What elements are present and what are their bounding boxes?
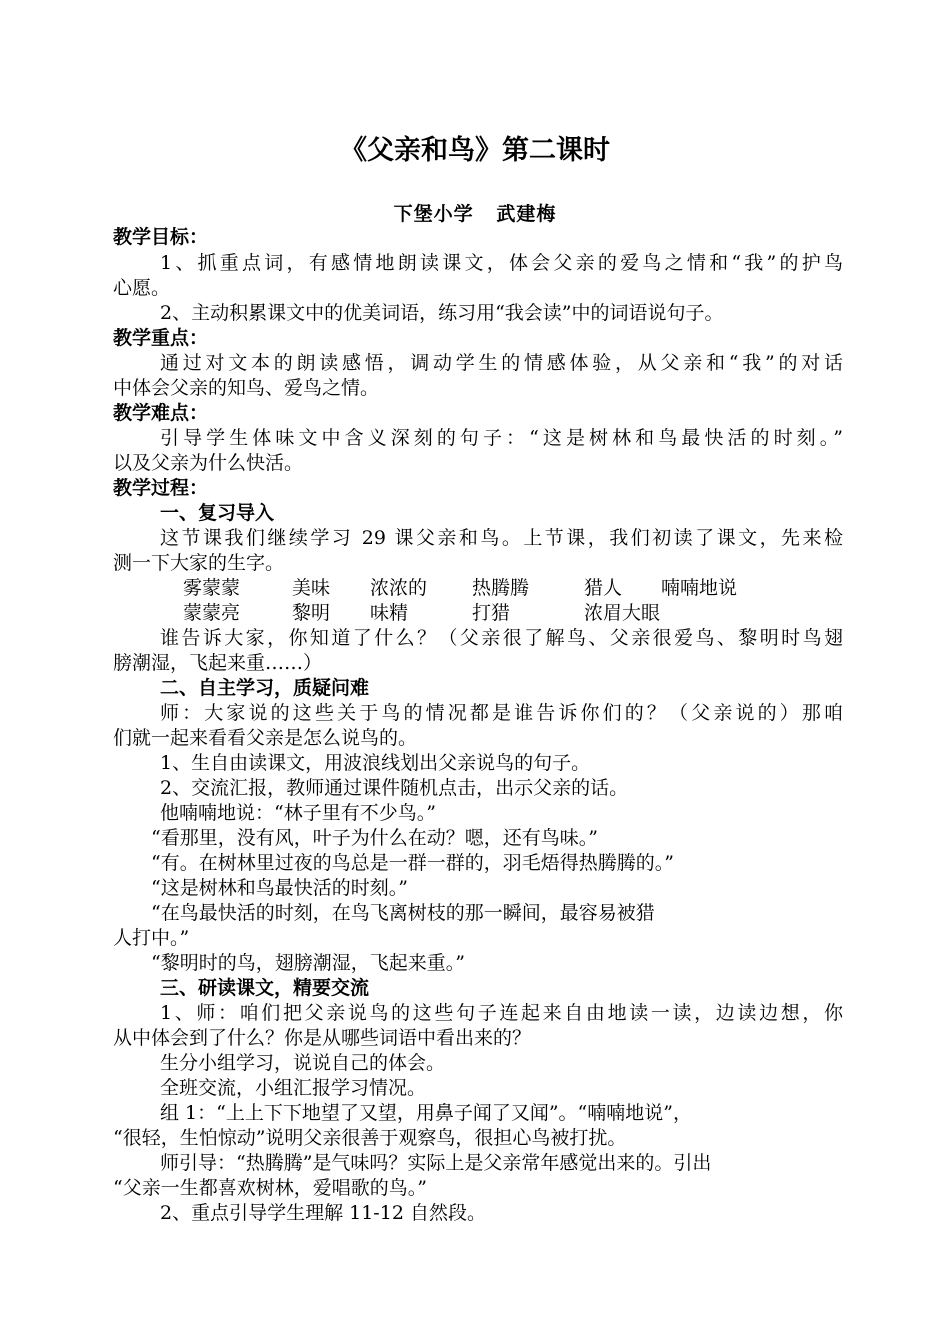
section-3-p4-line-2: “很轻，生怕惊动”说明父亲很善于观察鸟，很担心鸟被打扰。 bbox=[113, 1127, 627, 1149]
section-3-heading: 三、研读课文，精要交流 bbox=[160, 977, 370, 999]
section-1-p1-line-2: 测一下大家的生字。 bbox=[113, 552, 285, 574]
objectives-heading: 教学目标： bbox=[113, 226, 209, 248]
difficulties-heading: 教学难点： bbox=[113, 402, 209, 424]
word-item: 热腾腾 bbox=[472, 577, 530, 599]
section-1-p2-line-1: 谁告诉大家，你知道了什么？（父亲很了解鸟、父亲很爱鸟、黎明时鸟翅 bbox=[160, 627, 843, 649]
father-quote-5-line-1: “在鸟最快活的时刻，在鸟飞离树枝的那一瞬间，最容易被猎 bbox=[151, 902, 655, 924]
section-3-p5-line-2: “父亲一生都喜欢树林，爱唱歌的鸟。” bbox=[113, 1177, 427, 1199]
section-3-p1-line-1: 1、师：咱们把父亲说鸟的这些句子连起来自由地读一读，边读边想，你 bbox=[160, 1002, 843, 1024]
section-1-p1-line-1: 这节课我们继续学习 29 课父亲和鸟。上节课，我们初读了课文，先来检 bbox=[160, 527, 843, 549]
father-quote-5-line-2: 人打中。” bbox=[113, 927, 190, 949]
document-title: 《父亲和鸟》第二课时 bbox=[340, 135, 610, 166]
objective-1-line-2: 心愿。 bbox=[113, 277, 171, 299]
father-quote-2: “看那里，没有风，叶子为什么在动？嗯，还有鸟味。” bbox=[151, 827, 598, 849]
word-item: 蒙蒙亮 bbox=[183, 602, 241, 624]
difficulties-line-1: 引导学生体味文中含义深刻的句子：“这是树林和鸟最快活的时刻。” bbox=[160, 427, 843, 449]
objective-2: 2、主动积累课文中的优美词语，练习用“我会读”中的词语说句子。 bbox=[160, 302, 724, 324]
section-3-p3: 全班交流，小组汇报学习情况。 bbox=[160, 1077, 427, 1099]
author-line: 下堡小学 武建梅 bbox=[393, 203, 557, 225]
father-quote-1: 他喃喃地说：“林子里有不少鸟。” bbox=[160, 802, 436, 824]
word-item: 雾蒙蒙 bbox=[183, 577, 241, 599]
section-3-p5-line-1: 师引导：“热腾腾”是气味吗？实际上是父亲常年感觉出来的。引出 bbox=[160, 1152, 712, 1174]
section-2-heading: 二、自主学习，质疑问难 bbox=[160, 677, 370, 699]
section-2-step-1: 1、生自由读课文，用波浪线划出父亲说鸟的句子。 bbox=[160, 752, 591, 774]
word-item: 喃喃地说 bbox=[661, 577, 738, 599]
difficulties-line-2: 以及父亲为什么快活。 bbox=[113, 452, 304, 474]
section-3-p2: 生分小组学习，说说自己的体会。 bbox=[160, 1052, 446, 1074]
word-item: 美味 bbox=[292, 577, 331, 599]
process-heading: 教学过程： bbox=[113, 477, 209, 499]
objective-1-line-1: 1、抓重点词，有感情地朗读课文，体会父亲的爱鸟之情和“我”的护鸟 bbox=[160, 252, 843, 274]
word-item: 味精 bbox=[370, 602, 409, 624]
word-item: 打猎 bbox=[472, 602, 511, 624]
word-item: 猎人 bbox=[584, 577, 623, 599]
section-1-p2-line-2: 膀潮湿，飞起来重……） bbox=[113, 652, 323, 674]
section-3-p1-line-2: 从中体会到了什么？你是从哪些词语中看出来的？ bbox=[113, 1027, 532, 1049]
key-points-line-2: 中体会父亲的知鸟、爱鸟之情。 bbox=[113, 377, 380, 399]
section-2-step-2: 2、交流汇报，教师通过课件随机点击，出示父亲的话。 bbox=[160, 777, 629, 799]
word-item: 黎明 bbox=[292, 602, 331, 624]
section-3-p6: 2、重点引导学生理解 11-12 自然段。 bbox=[160, 1202, 486, 1224]
section-2-p1-line-2: 们就一起来看看父亲是怎么说鸟的。 bbox=[113, 727, 418, 749]
father-quote-4: “这是树林和鸟最快活的时刻。” bbox=[151, 877, 408, 899]
word-item: 浓眉大眼 bbox=[584, 602, 661, 624]
key-points-heading: 教学重点： bbox=[113, 327, 209, 349]
section-3-p4-line-1: 组 1：“上上下下地望了又望，用鼻子闻了又闻”。“喃喃地说”， bbox=[160, 1102, 692, 1124]
key-points-line-1: 通过对文本的朗读感悟，调动学生的情感体验，从父亲和“我”的对话 bbox=[160, 352, 843, 374]
father-quote-6: “黎明时的鸟，翅膀潮湿，飞起来重。” bbox=[151, 952, 465, 974]
word-item: 浓浓的 bbox=[370, 577, 428, 599]
section-1-heading: 一、复习导入 bbox=[160, 502, 275, 524]
father-quote-3: “有。在树林里过夜的鸟总是一群一群的，羽毛焐得热腾腾的。” bbox=[151, 852, 674, 874]
section-2-p1-line-1: 师：大家说的这些关于鸟的情况都是谁告诉你们的？（父亲说的）那咱 bbox=[160, 702, 843, 724]
